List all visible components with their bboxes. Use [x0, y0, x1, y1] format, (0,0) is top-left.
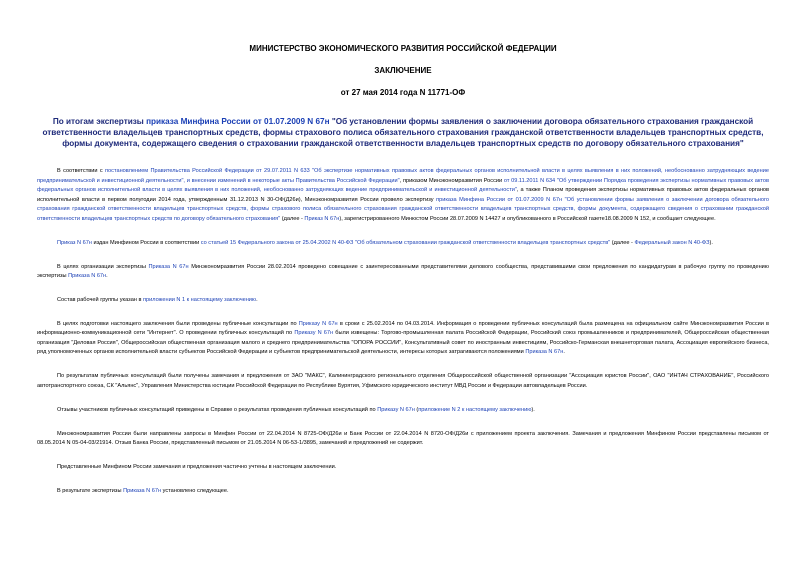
- text-span: Отзывы участников публичных консультаций приведены в Справке о результатах проведения публичных консультаций по: [57, 406, 378, 413]
- text-span: ), зарегистрированного Минюстом России 28.07.2009 N 14427 и опубликованного в Российской газете18.08.2009 N 152, и сообщает следующее.: [339, 215, 716, 222]
- subject-text: "Об установлении формы заявления о заключении договора обязательного страхования гражданской ответственности владельцев транспортных средств, формы страхового полиса обязательного страхования гражданской ответственности владельцев транспортных средств, формы документа, содержащего сведения о страховании гражданской ответственности владельцев транспортных средств по договору обязательного страхования": [42, 117, 764, 148]
- appendix-2-link[interactable]: приложение N 2 к настоящему заключению: [418, 406, 532, 413]
- ministry-heading: МИНИСТЕРСТВО ЭКОНОМИЧЕСКОГО РАЗВИТИЯ РОССИЙСКОЙ ФЕДЕРАЦИИ: [249, 44, 557, 53]
- text-span: Минэкономразвития России 28.02.2014 проведено совещание с заинтересованными представителями делового сообщества, представившими свои предложения по кандидатурам в рабочую группу по проведению экспертизы: [37, 263, 769, 279]
- text-span: Состав рабочей группы указан в: [57, 297, 143, 303]
- order-67n-link[interactable]: Приказу N 67н: [377, 406, 415, 413]
- text-span: Минэкономразвития России были направлены запросы в Минфин России от 22.04.2014 N 8725-ОФ/Д26и и Банк России от 22.04.2014 N 8720-ОФ/Д26и с приложением проекта заключения. Замечания и предложения Минфином России представлены письмом от 08.05.2014 N 05-04-03/21914. Отзыв Банка России, представленный письмом от 21.05.2014 N 06-53-1/3895, замечаний и предложений не содержит.: [37, 430, 769, 446]
- text-span: В целях организации экспертизы: [57, 263, 149, 270]
- resolution-633-link[interactable]: постановлением Правительства Российской Федерации от 29.07.2011 N 633 "Об экспертизе нормативных правовых актов федеральных органов исполнительной власти в целях выявления в них положений, необоснованно затрудняющих ведение предпринимательской и инвестиционной деятельности", и внесении изменений в некоторые акты Правительства Российской Федерации": [37, 168, 769, 184]
- paragraph-reviews: [37, 406, 769, 416]
- paragraph-results: [37, 372, 769, 391]
- federal-law-40fz-link[interactable]: Федеральный закон N 40-ФЗ: [634, 239, 710, 246]
- text-span: Представленные Минфином России замечания и предложения частично учтены в настоящем заключении.: [57, 464, 337, 470]
- order-67n-link[interactable]: Приказа N 67н: [123, 487, 162, 494]
- text-span: , а также Планом проведения экспертизы нормативных правовых актов федеральных органов исполнительной власти в первом полугодии 2014 года, утвержденным 31.12.2013 N 30-ОФ(Д26и), Минэкономразвития России провело экспертизу: [37, 187, 769, 203]
- text-span: .: [106, 273, 108, 279]
- paragraph-legal-basis: [37, 167, 769, 224]
- order-634-link[interactable]: от 09.11.2011 N 634 "Об утверждении Порядка проведения экспертизы нормативных правовых актов федеральных органов исполнительной власти в целях выявления в них положений, необоснованно затрудняющих ведение предпринимательской и инвестиционной деятельности": [37, 177, 770, 193]
- subject-order-link[interactable]: приказа Минфина России от 01.07.2009 N 67н: [146, 117, 330, 126]
- order-67n-link[interactable]: Приказу N 67н: [294, 330, 334, 336]
- paragraph-issued: [37, 239, 769, 249]
- article-15-link[interactable]: со статьей 15 Федерального закона от 25.04.2002 N 40-ФЗ "Об обязательном страховании гражданской ответственности владельцев транспортных средств": [200, 239, 611, 246]
- text-span: ).: [709, 239, 713, 246]
- text-span: По результатам публичных консультаций были получены замечания и предложения от ЗАО "МАКС", Калининградского регионального отделения Общероссийской общественной организации "Ассоциация юристов России", ОАО "ИНТАЧ СТРАХОВАНИЕ", Российского автотранспортного союза, СК "Альянс", Управления Министерства юстиции Российской Федерации по Республике Бурятия, Уфимского юридического институт МВД России и Федерации автовладельцев России.: [37, 373, 769, 389]
- text-span: в сроки с 25.02.2014 по 04.03.2014. Информация о проведении публичных консультаций была размещена на официальном сайте Минэкономразвития России в информационно-коммуникационной сети "Интернет". О проведении публичных консультаций по: [37, 320, 770, 336]
- text-span: (далее -: [280, 215, 305, 222]
- paragraph-working-group: [37, 296, 769, 306]
- text-span: , приказом Минэкономразвития России: [399, 177, 504, 184]
- text-span: были извещены: Торгово-промышленная палата Российской Федерации, Российский союз промышленников и предпринимателей, Общероссийская общественная организация "Деловая Россия", Общероссийская общественная организация малого и среднего предпринимательства "ОПОРА РОССИИ", Консультативный совет по иностранным инвестициям, Российско-Германская внешнеторговая палата, Ассоциация европейского бизнеса, ряд уполномоченных органов исполнительной власти субъектов Российской Федерации и субъектов предпринимательской деятельности, интересы которых затрагиваются положениями: [37, 330, 769, 355]
- paragraph-remarks: [37, 463, 769, 473]
- paragraph-conclusion: [37, 487, 769, 497]
- text-span: (: [414, 406, 419, 413]
- subject-prefix: По итогам экспертизы: [52, 117, 147, 126]
- text-span: В целях подготовки настоящего заключения были проведены публичные консультации по: [57, 320, 299, 327]
- text-span: В результате экспертизы: [57, 487, 124, 494]
- paragraph-consultations: [37, 320, 769, 358]
- order-67n-link[interactable]: Приказа N 67н: [148, 263, 189, 270]
- text-span: ).: [531, 406, 535, 413]
- text-span: .: [563, 349, 565, 355]
- order-67n-full-link[interactable]: приказа Минфина России от 01.07.2009 N 67н "Об установлении формы заявления о заключении договора обязательного страхования гражданской ответственности владельцев транспортных средств, формы страхового полиса обязательного страхования гражданской ответственности владельцев транспортных средств, формы документа, содержащего сведения о страховании гражданской ответственности владельцев транспортных средств по договору обязательного страхования": [37, 196, 769, 222]
- text-span: (далее -: [610, 239, 635, 246]
- order-67n-link[interactable]: Приказ N 67н: [57, 239, 92, 246]
- order-67n-link[interactable]: Приказа N 67н: [525, 349, 564, 355]
- order-67n-link[interactable]: Приказ N 67н: [304, 215, 340, 222]
- text-span: В соответствии с: [57, 168, 106, 174]
- paragraph-organization: [37, 263, 769, 282]
- text-span: установлено следующее.: [161, 487, 229, 494]
- text-span: издан Минфином России в соответствии: [91, 239, 201, 246]
- paragraph-requests: [37, 430, 769, 449]
- order-67n-link[interactable]: Приказу N 67н: [298, 320, 338, 327]
- text-span: .: [256, 297, 258, 303]
- order-67n-link[interactable]: Приказа N 67н: [68, 273, 107, 279]
- document-body: [37, 167, 769, 496]
- document-type-heading: ЗАКЛЮЧЕНИЕ: [374, 66, 432, 75]
- document-subject: [37, 116, 769, 149]
- appendix-1-link[interactable]: приложении N 1 к настоящему заключению: [142, 297, 257, 303]
- document-date-number: от 27 мая 2014 года N 11771-ОФ: [340, 88, 466, 97]
